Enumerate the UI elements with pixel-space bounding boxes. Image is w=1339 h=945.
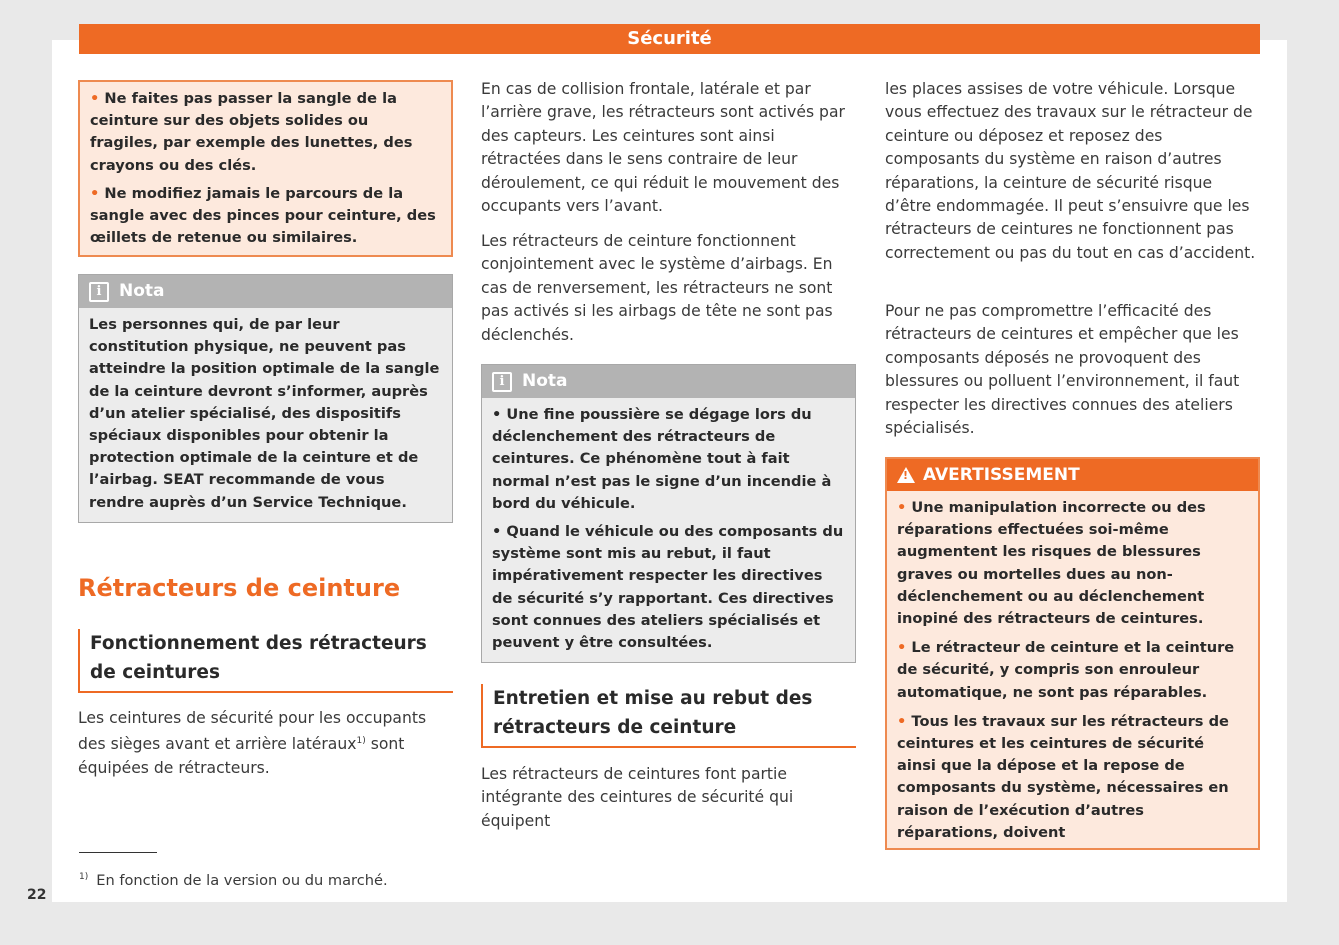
section-title: Rétracteurs de ceinture: [78, 574, 401, 602]
note-box-2: [481, 364, 856, 663]
warning-header: [887, 459, 1258, 491]
warning-bullet: • Tous les travaux sur les rétracteurs de ceintures et les ceintures de sécurité ainsi que la dépose et la repose de composants du système, nécessaires en raison de l’exécution d’autres réparations, doivent: [897, 712, 1229, 841]
paragraph-efficiency: Pour ne pas compromettre l’efficacité des rétracteurs de ceintures et empêcher que les composants déposés ne provoquent des blessures ou polluent l’environnement, il faut respecter les directives connues des ateliers spécialisés.: [885, 302, 1240, 438]
bullet-icon: •: [897, 712, 907, 730]
info-icon: i: [89, 282, 109, 302]
warning-bullet: • Une manipulation incorrecte ou des réparations effectuées soi-même augmentent les risques de blessures graves ou mortelles dues au non-déclenchement ou au déclenchement inopiné des rétracteurs de ceintures.: [897, 499, 1206, 628]
warning-triangle-icon: [897, 467, 915, 483]
bullet-icon: •: [90, 90, 100, 107]
paragraph-function: Les ceintures de sécurité pour les occupants des sièges avant et arrière latéraux$^{1)}$ sont équipées de rétracteurs.: [78, 709, 427, 777]
note-box-1: [78, 274, 453, 523]
warning-title: AVERTISSEMENT: [923, 465, 1080, 485]
note-body: [482, 398, 855, 662]
note-header: [79, 275, 452, 308]
note-title: Nota: [119, 281, 165, 301]
page-number: 22: [27, 887, 47, 903]
note-header: [482, 365, 855, 398]
subheading-function: Fonctionnement des rétracteurs de ceintures: [78, 629, 453, 693]
paragraph-collision: En cas de collision frontale, latérale et par l’arrière grave, les rétracteurs sont activés par des capteurs. Les ceintures sont ainsi rétractées dans le sens contraire de leur déroulement, ce qui réduit le mouvement des occupants vers l’avant.: [481, 80, 845, 216]
footnote-reference[interactable]: 1): [356, 736, 366, 747]
caution-bullet: • Ne modifiez jamais le parcours de la sangle avec des pinces pour ceinture, des œillets de retenue ou similaires.: [90, 184, 436, 247]
chapter-title: Sécurité: [627, 28, 712, 49]
paragraph-seats: les places assises de votre véhicule. Lorsque vous effectuez des travaux sur le rétracteur de ceinture ou déposez et reposez des composants du système en raison d’autres réparations, la ceinture de sécurité risque d’être endommagée. Il peut s’ensuivre que les rétracteurs de ceintures ne fonctionnent pas correctement ou pas du tout en cas d’accident.: [885, 80, 1256, 262]
warning-bullet: • Le rétracteur de ceinture et la ceinture de sécurité, y compris son enrouleur automatique, ne sont pas réparables.: [897, 639, 1235, 701]
paragraph-airbags: Les rétracteurs de ceinture fonctionnent conjointement avec le système d’airbags. En cas de renversement, les rétracteurs ne sont pas activés si les airbags de tête ne sont pas déclenchés.: [481, 232, 833, 344]
footnote: [79, 867, 388, 891]
warning-box: [885, 457, 1260, 850]
subheading-maintenance: Entretien et mise au rebut des rétracteurs de ceinture: [481, 684, 856, 748]
bullet-icon: •: [90, 184, 100, 202]
note-body: Les personnes qui, de par leur constitution physique, ne peuvent pas atteindre la position optimale de la sangle de la ceinture devront s’informer, auprès d’un atelier spécialisé, des dispositifs spéciaux disponibles pour obtenir la protection optimale de la ceinture et de l’airbag. SEAT recommande de vous rendre auprès d’un Service Technique.: [89, 316, 440, 511]
warning-body: [887, 491, 1258, 848]
note-title: Nota: [522, 371, 568, 391]
bullet-icon: •: [897, 639, 907, 657]
chapter-header: [79, 24, 1260, 54]
note-bullet: • Quand le véhicule ou des composants du système sont mis au rebut, il faut impérativement respecter les directives de sécurité s’y rapportant. Ces directives sont connues des ateliers spécialisés et peuvent y être consultées.: [492, 523, 844, 652]
paragraph-maintenance: Les rétracteurs de ceintures font partie intégrante des ceintures de sécurité qui équipent: [481, 765, 794, 830]
footnote-text: En fonction de la version ou du marché.: [96, 871, 388, 889]
bullet-icon: •: [897, 499, 907, 516]
footnote-divider: [79, 852, 157, 853]
info-icon: i: [492, 372, 512, 392]
column-1: [78, 80, 453, 257]
caution-bullet: • Ne faites pas passer la sangle de la ceinture sur des objets solides ou fragiles, par exemple des lunettes, des crayons ou des clés.: [90, 90, 413, 174]
note-bullet: • Une fine poussière se dégage lors du déclenchement des rétracteurs de ceintures. Ce phénomène tout à fait normal n’est pas le signe d’un incendie à bord du véhicule.: [492, 406, 832, 512]
caution-bullets-box: [78, 80, 453, 257]
footnote-mark: 1): [79, 872, 89, 882]
